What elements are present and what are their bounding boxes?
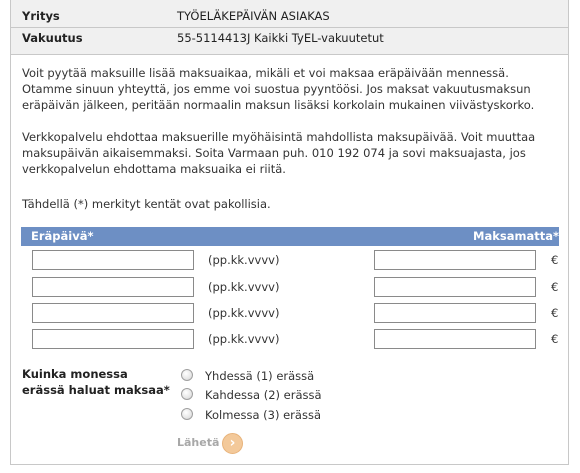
required-fields-note: Tähdellä (*) merkityt kentät ovat pakollisia. — [22, 197, 271, 211]
date-format-hint: (pp.kk.vvvv) — [208, 253, 280, 267]
intro-paragraph: Voit pyytää maksuille lisää maksuaikaa, mikäli et voi maksaa eräpäivään mennessä. Otamme sinuun yhteyttä, jos emme voi suostua pyyntöösi. Jos maksat vakuutusmaksun eräpäivän jälkeen, peritään normaalin maksun lisäksi korkolain mukainen viivästyskorko. — [22, 66, 535, 112]
currency-label: € — [551, 280, 559, 294]
date-format-hint: (pp.kk.vvvv) — [208, 306, 280, 320]
date-format-hint: (pp.kk.vvvv) — [208, 332, 280, 346]
due-date-input[interactable] — [32, 329, 194, 349]
amount-input[interactable] — [374, 329, 536, 349]
currency-label: € — [551, 253, 559, 267]
insurance-value: 55-5114413J Kaikki TyEL-vakuutetut — [177, 31, 384, 45]
payment-row — [11, 303, 568, 325]
suggestion-paragraph: Verkkopalvelu ehdottaa maksuerille myöhäisintä mahdollista maksupäivää. Voit muuttaa maksupäivän aikaisemmaksi. Soita Varmaan puh. 010 192 074 ja sovi maksuajasta, jos verkkopalvelun ehdottama maksuaika ei riitä. — [22, 130, 536, 176]
due-date-input[interactable] — [32, 250, 194, 270]
radio-button[interactable] — [181, 388, 193, 400]
date-format-hint: (pp.kk.vvvv) — [208, 280, 280, 294]
payment-table-header — [21, 227, 559, 246]
amount-input[interactable] — [374, 277, 536, 297]
payment-extension-form — [10, 0, 569, 465]
installments-question: Kuinka monessa erässä haluat maksaa* — [22, 367, 170, 397]
insurance-label: Vakuutus — [22, 31, 83, 45]
payment-row — [11, 277, 568, 299]
installment-option-label: Kahdessa (2) erässä — [205, 388, 322, 402]
amount-input[interactable] — [374, 250, 536, 270]
payment-row — [11, 329, 568, 351]
radio-button[interactable] — [181, 369, 193, 381]
due-date-input[interactable] — [32, 303, 194, 323]
unpaid-column-header: Maksamatta* — [473, 229, 559, 243]
radio-button[interactable] — [181, 408, 193, 420]
info-header — [11, 0, 568, 55]
due-date-input[interactable] — [32, 277, 194, 297]
submit-label: Lähetä — [177, 436, 220, 449]
due-date-column-header: Eräpäivä* — [31, 229, 94, 243]
amount-input[interactable] — [374, 303, 536, 323]
currency-label: € — [551, 332, 559, 346]
payment-row — [11, 250, 568, 272]
company-label: Yritys — [22, 9, 60, 23]
company-value: TYÖELÄKEPÄIVÄN ASIAKAS — [177, 9, 330, 23]
installment-option-label: Kolmessa (3) erässä — [205, 408, 321, 422]
chevron-right-icon[interactable]: › — [222, 433, 243, 454]
installment-option-label: Yhdessä (1) erässä — [205, 369, 315, 383]
currency-label: € — [551, 306, 559, 320]
